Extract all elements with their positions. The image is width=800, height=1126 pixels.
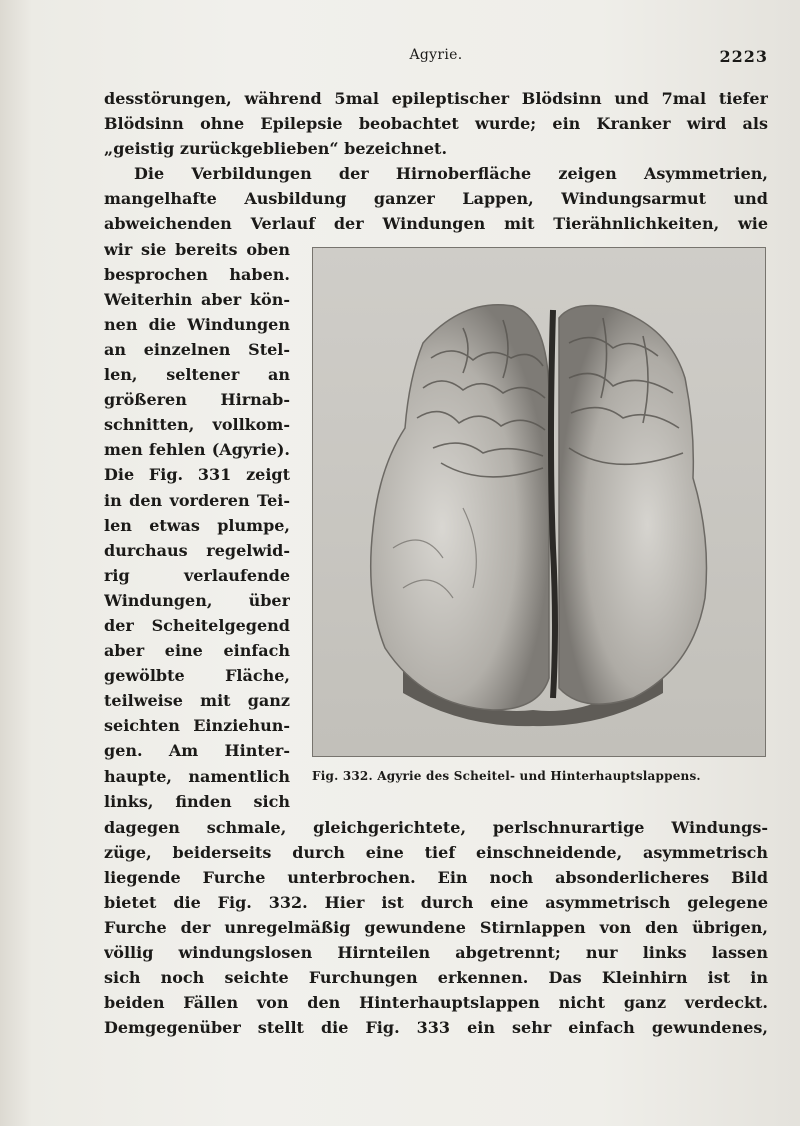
text-line: Die Fig. 331 zeigt: [104, 465, 290, 485]
text-line: len etwas plumpe,: [104, 515, 290, 535]
page-header: [104, 47, 768, 71]
text-line: rig verlaufende: [104, 565, 290, 585]
text-line: abweichenden Verlauf der Windungen mit Tierähnlichkeiten, wie: [104, 214, 768, 234]
figure-caption: Fig. 332. Agyrie des Scheitel- und Hinterhauptslappens.: [312, 768, 701, 783]
text-line: seichten Einziehun-: [104, 716, 290, 736]
text-line: len, seltener an: [104, 365, 290, 385]
text-line: links, finden sich: [104, 791, 290, 811]
text-line: liegende Furche unterbrochen. Ein noch absonderlicheres Bild: [104, 867, 768, 887]
running-title: Agyrie.: [409, 47, 463, 63]
text-line: größeren Hirnab-: [104, 390, 290, 410]
text-line: durchaus regelwid-: [104, 540, 290, 560]
text-line: teilweise mit ganz: [104, 691, 290, 711]
text-line: bietet die Fig. 332. Hier ist durch eine asymmetrisch gelegene: [104, 892, 768, 912]
text-line: Blödsinn ohne Epilepsie beobachtet wurde; ein Kranker wird als: [104, 114, 768, 134]
text-line: züge, beiderseits durch eine tief einschneidende, asymmetrisch: [104, 842, 768, 862]
text-line: dagegen schmale, gleichgerichtete, perlschnurartige Windungs-: [104, 817, 768, 837]
narrow-text-column: [104, 237, 290, 814]
text-line: beiden Fällen von den Hinterhauptslappen nicht ganz verdeckt.: [104, 993, 768, 1013]
body-text: [104, 86, 768, 1040]
text-line: „geistig zurückgeblieben“ bezeichnet.: [104, 139, 448, 159]
text-line: in den vorderen Tei-: [104, 490, 290, 510]
text-line: mangelhafte Ausbildung ganzer Lappen, Windungsarmut und: [104, 189, 768, 209]
text-line: men fehlen (Agyrie).: [104, 440, 290, 460]
text-line: aber eine einfach: [104, 641, 290, 661]
text-line: wir sie bereits oben: [104, 239, 290, 259]
text-line: Die Verbildungen der Hirnoberfläche zeigen Asymmetrien,: [134, 164, 768, 184]
text-with-figure: [104, 237, 768, 815]
text-line: gewölbte Fläche,: [104, 666, 290, 686]
text-line: Weiterhin aber kön-: [104, 289, 290, 309]
text-line: sich noch seichte Furchungen erkennen. Das Kleinhirn ist in: [104, 968, 768, 988]
text-line: der Scheitelgegend: [104, 615, 290, 635]
text-line: schnitten, vollkom-: [104, 415, 290, 435]
brain-figure: [312, 247, 766, 757]
text-line: haupte, namentlich: [104, 766, 290, 786]
text-line: nen die Windungen: [104, 314, 290, 334]
text-line: besprochen haben.: [104, 264, 290, 284]
text-line: Demgegenüber stellt die Fig. 333 ein sehr einfach gewundenes,: [104, 1018, 768, 1038]
text-line: desstörungen, während 5mal epileptischer Blödsinn und 7mal tiefer: [104, 89, 768, 108]
text-line: gen. Am Hinter-: [104, 741, 290, 761]
page-number: 2223: [719, 47, 768, 66]
brain-illustration: [313, 248, 765, 756]
text-line: völlig windungslosen Hirnteilen abgetrennt; nur links lassen: [104, 943, 768, 963]
text-line: Furche der unregelmäßig gewundene Stirnlappen von den übrigen,: [104, 917, 768, 937]
text-line: an einzelnen Stel-: [104, 339, 290, 359]
text-line: Windungen, über: [104, 590, 290, 610]
